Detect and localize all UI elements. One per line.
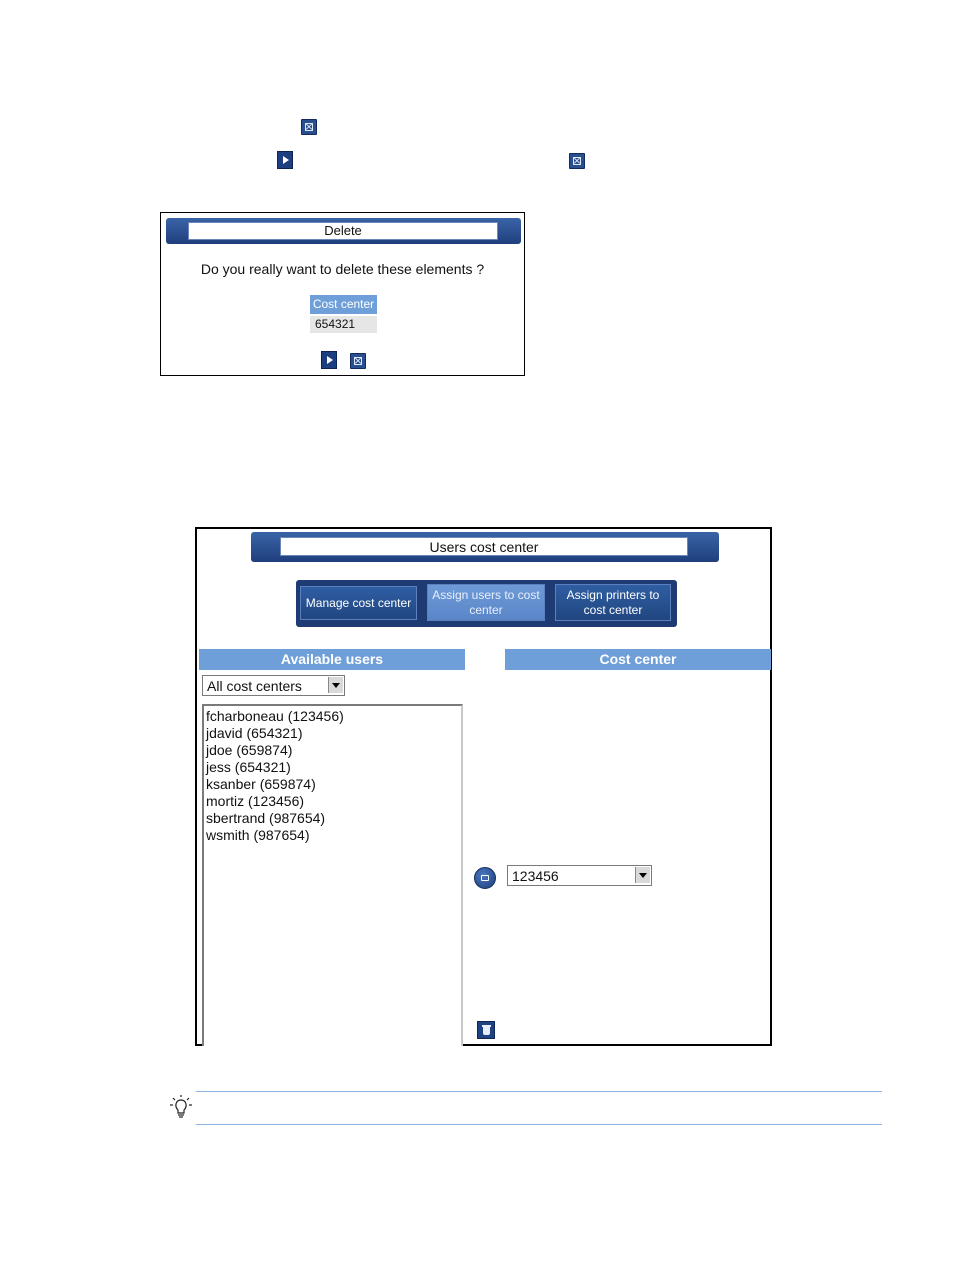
list-item[interactable]: mortiz (123456)	[206, 793, 305, 809]
delete-dialog	[160, 212, 525, 376]
users-cost-center-panel	[195, 527, 772, 1046]
tab-label: Assign users to cost center	[432, 587, 540, 617]
confirm-delete-button[interactable]	[321, 351, 337, 369]
tab-label: Assign printers to cost center	[566, 587, 660, 617]
dialog-title-bar	[166, 218, 521, 244]
cancel-icon	[569, 153, 585, 169]
filter-select-value: All cost centers	[207, 678, 302, 694]
cost-center-select-value: 123456	[512, 868, 559, 884]
cost-center-header: Cost center	[505, 649, 771, 670]
delete-confirm-message: Do you really want to delete these elements ?	[200, 261, 485, 277]
tab-bar	[296, 580, 677, 627]
assign-user-button[interactable]	[474, 867, 496, 889]
list-item[interactable]: jdavid (654321)	[206, 725, 303, 741]
list-item[interactable]: sbertrand (987654)	[206, 810, 326, 826]
list-item[interactable]: wsmith (987654)	[206, 827, 310, 843]
cancel-icon	[301, 119, 317, 135]
cost-center-select[interactable]	[507, 865, 652, 886]
cancel-delete-button[interactable]	[350, 353, 366, 369]
available-users-header: Available users	[199, 649, 465, 670]
cost-center-column-header: Cost center	[310, 295, 377, 314]
tip-top-rule	[196, 1091, 882, 1092]
ok-arrow-icon	[277, 151, 293, 169]
available-users-list[interactable]	[202, 704, 463, 1046]
tab-assign-users[interactable]	[427, 584, 545, 621]
lightbulb-icon	[170, 1094, 194, 1120]
tab-manage-cost-center[interactable]	[300, 586, 417, 620]
panel-title-bar	[251, 532, 719, 562]
chevron-down-icon[interactable]	[328, 677, 343, 693]
cost-center-cell: 654321	[310, 316, 377, 333]
cost-center-filter-select[interactable]	[202, 675, 345, 696]
list-item[interactable]: jdoe (659874)	[206, 742, 293, 758]
dialog-title: Delete	[188, 222, 498, 240]
panel-title: Users cost center	[280, 537, 688, 556]
trash-icon[interactable]	[477, 1021, 495, 1039]
list-item[interactable]: ksanber (659874)	[206, 776, 316, 792]
tip-bottom-rule	[196, 1124, 882, 1125]
tab-label: Manage cost center	[305, 595, 412, 610]
chevron-down-icon[interactable]	[635, 867, 650, 883]
list-item[interactable]: fcharboneau (123456)	[206, 708, 344, 724]
tab-assign-printers[interactable]	[555, 584, 671, 621]
list-item[interactable]: jess (654321)	[206, 759, 291, 775]
